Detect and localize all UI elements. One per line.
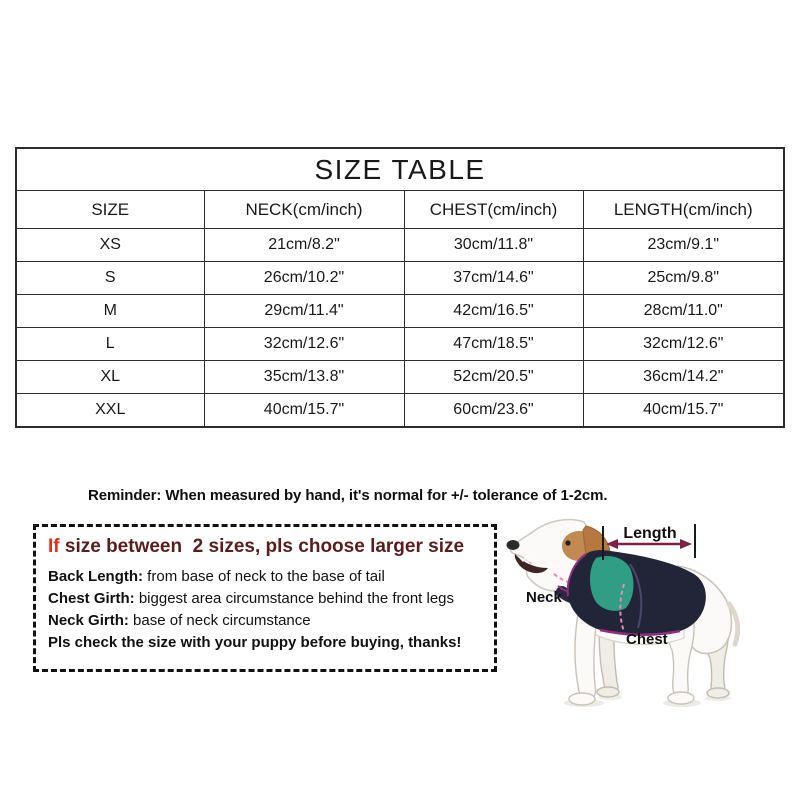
dog-measurement-diagram — [498, 498, 798, 728]
cell-chest: 60cm/23.6" — [404, 394, 583, 428]
dog-eye — [565, 540, 570, 545]
cell-neck: 29cm/11.4" — [204, 295, 404, 328]
chest-label: Chest — [626, 631, 668, 648]
dog-hind-paw — [668, 692, 694, 704]
size-table-header-row — [16, 191, 784, 229]
note-title-if: If — [48, 536, 60, 557]
size-note-box — [33, 524, 497, 672]
cell-chest: 37cm/14.6" — [404, 262, 583, 295]
size-table — [15, 147, 785, 428]
cell-size: XS — [16, 229, 204, 262]
cell-length: 25cm/9.8" — [583, 262, 784, 295]
cell-neck: 26cm/10.2" — [204, 262, 404, 295]
cell-chest: 30cm/11.8" — [404, 229, 583, 262]
table-row-m — [16, 295, 784, 328]
cell-neck: 40cm/15.7" — [204, 394, 404, 428]
cell-length: 23cm/9.1" — [583, 229, 784, 262]
length-arrowhead-right — [680, 539, 692, 549]
reminder-text: Reminder: When measured by hand, it's normal for +/- tolerance of 1-2cm. — [88, 487, 608, 504]
note-line-chest-girth: Chest Girth: biggest area circumstance behind the front legs — [48, 590, 455, 607]
cell-neck: 35cm/13.8" — [204, 361, 404, 394]
cell-chest: 52cm/20.5" — [404, 361, 583, 394]
note-line-neck-girth: Neck Girth: base of neck circumstance — [48, 612, 311, 629]
cell-size: XL — [16, 361, 204, 394]
col-header-neck: NECK(cm/inch) — [204, 191, 404, 229]
cell-neck: 32cm/12.6" — [204, 328, 404, 361]
note-footer: Pls check the size with your puppy before buying, thanks! — [48, 634, 462, 651]
table-row-xs — [16, 229, 784, 262]
size-table-title-row — [16, 148, 784, 191]
note-line-back-length: Back Length: from base of neck to the base of tail — [48, 568, 385, 585]
size-table-title: SIZE TABLE — [16, 148, 784, 191]
cell-length: 40cm/15.7" — [583, 394, 784, 428]
jacket-chest-panel — [590, 556, 633, 611]
neck-label: Neck — [526, 589, 562, 606]
length-label: Length — [623, 525, 677, 542]
note-title — [48, 536, 484, 558]
table-row-l — [16, 328, 784, 361]
cell-length: 36cm/14.2" — [583, 361, 784, 394]
table-row-s — [16, 262, 784, 295]
cell-size: M — [16, 295, 204, 328]
table-row-xxl — [16, 394, 784, 428]
note-title-rest: size between 2 sizes, pls choose larger size — [59, 536, 465, 557]
cell-chest: 42cm/16.5" — [404, 295, 583, 328]
col-header-size: SIZE — [16, 191, 204, 229]
cell-neck: 21cm/8.2" — [204, 229, 404, 262]
cell-size: L — [16, 328, 204, 361]
table-row-xl — [16, 361, 784, 394]
cell-size: S — [16, 262, 204, 295]
cell-size: XXL — [16, 394, 204, 428]
cell-length: 32cm/12.6" — [583, 328, 784, 361]
col-header-length: LENGTH(cm/inch) — [583, 191, 784, 229]
col-header-chest: CHEST(cm/inch) — [404, 191, 583, 229]
cell-length: 28cm/11.0" — [583, 295, 784, 328]
dog-front-paw — [569, 693, 595, 705]
dog-nose — [507, 540, 520, 550]
cell-chest: 47cm/18.5" — [404, 328, 583, 361]
dog-jacket — [568, 550, 706, 635]
